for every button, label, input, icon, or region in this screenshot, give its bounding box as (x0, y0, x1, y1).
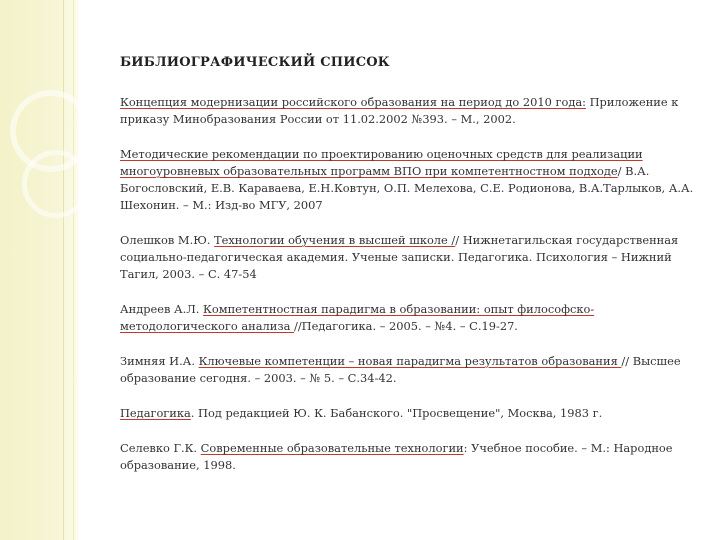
entry-link[interactable]: Концепция модернизации российского образования на период до 2010 года: (120, 95, 586, 109)
bibliography-entry (120, 301, 700, 335)
entry-details: / В.А. Богословский, Е.В. Караваева, Е.Н.Ковтун, О.П. Мелехова, С.Е. Родионова, В.А.Тарлыков, А.А. Шехонин. – М.: Изд-во МГУ, 2007 (120, 164, 694, 212)
entry-author: Зимняя И.А. (120, 354, 199, 368)
entry-details: . Под редакцией Ю. К. Бабанского. "Просвещение", Москва, 1983 г. (190, 406, 603, 420)
entry-author: Андреев А.Л. (120, 302, 204, 316)
entry-details: //Педагогика. – 2005. – №4. – С.19-27. (294, 319, 518, 333)
decorative-line (73, 0, 74, 540)
entry-link[interactable]: Компетентностная парадигма в образовании: опыт философско-методологического анализа (120, 302, 595, 333)
bibliography-entry (120, 405, 700, 422)
entry-link[interactable]: Педагогика (120, 406, 191, 420)
bibliography-entry (120, 353, 700, 387)
entry-details: Приложение к приказу Минобразования России от 11.02.2002 №393. – М., 2002. (120, 95, 679, 126)
decorative-left-band (0, 0, 78, 540)
page-title: БИБЛИОГРАФИЧЕСКИЙ СПИСОК (120, 55, 390, 70)
decorative-line (63, 0, 64, 540)
entry-details: : Учебное пособие. – М.: Народное образование, 1998. (120, 441, 673, 472)
entry-link[interactable]: Технологии обучения в высшей школе / (214, 233, 456, 247)
bibliography-entry (120, 94, 700, 128)
entry-author: Селевко Г.К. (120, 441, 201, 455)
entry-link[interactable]: Методические рекомендации по проектированию оценочных средств для реализации многоуровневых образовательных программ ВПО при компетентностном подходе (120, 147, 643, 178)
bibliography-content (120, 55, 700, 492)
entry-link[interactable]: Ключевые компетенции – новая парадигма результатов образования (198, 354, 622, 368)
entry-details: / Нижнетагильская государственная социально-педагогическая академия. Ученые записки. Педагогика. Психология – Нижний Тагил, 2003. – С. 47-54 (120, 233, 679, 281)
entry-link[interactable]: Современные образовательные технологии (200, 441, 464, 455)
entry-author: Олешков М.Ю. (120, 233, 215, 247)
bibliography-entry (120, 440, 700, 474)
bibliography-entry (120, 232, 700, 283)
decorative-ring (22, 150, 90, 218)
entry-details: // Высшее образование сегодня. – 2003. – № 5. – С.34-42. (120, 354, 681, 385)
bibliography-entry (120, 146, 700, 214)
